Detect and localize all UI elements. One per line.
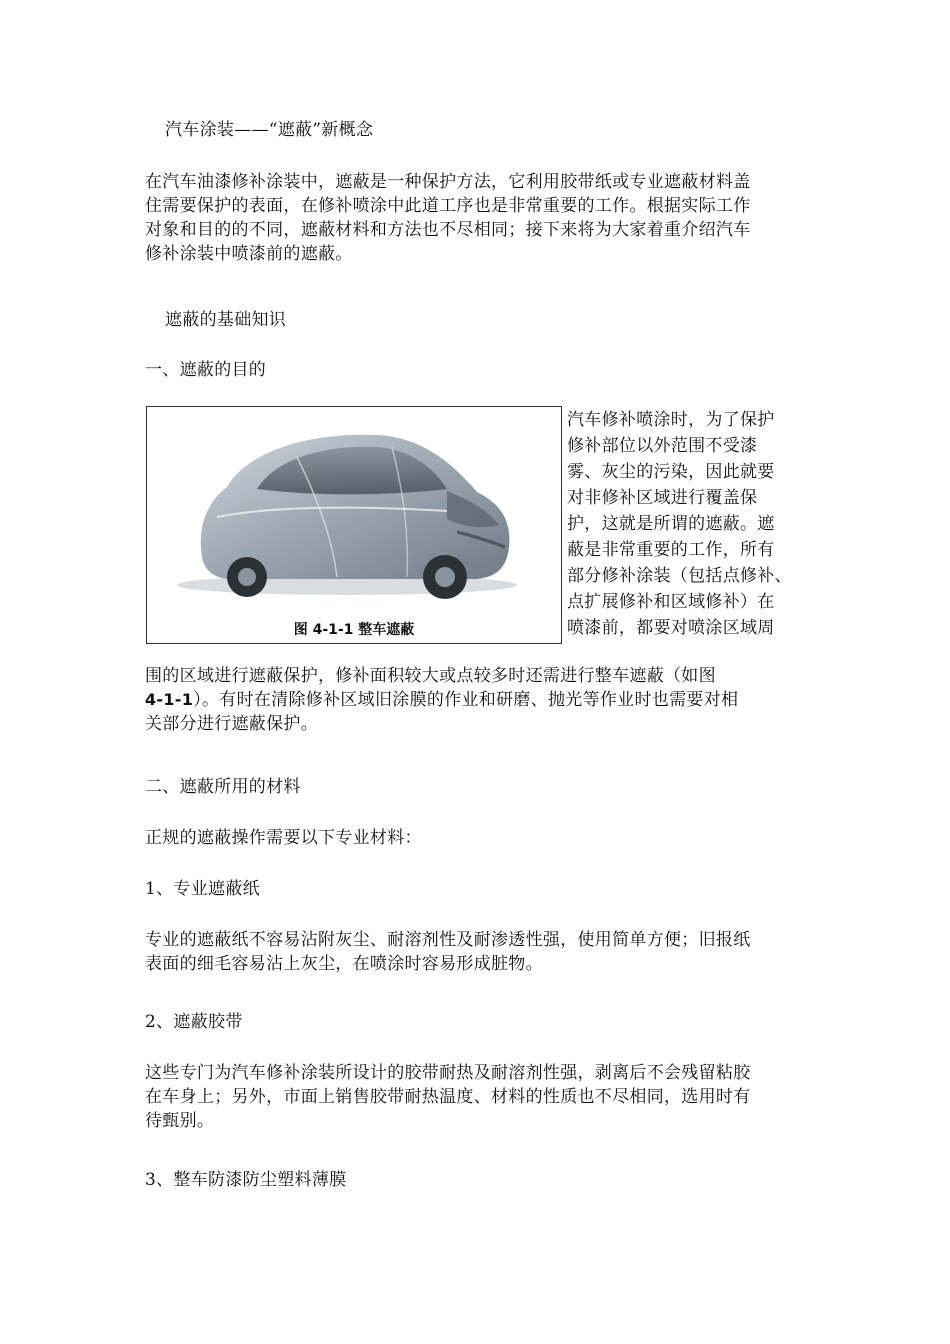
- materials-intro: 正规的遮蔽操作需要以下专业材料：: [145, 828, 422, 848]
- side-line: 点扩展修补和区域修补）在: [567, 592, 775, 612]
- purpose-line-rest: ）。有时在清除修补区域旧涂膜的作业和研磨、抛光等作业时也需要对相: [193, 690, 739, 710]
- heading-materials: 二、遮蔽所用的材料: [145, 777, 301, 797]
- item2-paragraph: [145, 1061, 825, 1133]
- side-line: 雾、灰尘的污染，因此就要: [567, 462, 775, 482]
- intro-line: 修补涂装中喷漆前的遮蔽。: [145, 244, 353, 264]
- intro-line: 在汽车油漆修补涂装中，遮蔽是一种保护方法，它利用胶带纸或专业遮蔽材料盖: [145, 172, 751, 192]
- intro-paragraph: [145, 170, 825, 266]
- purpose-continuation: [145, 664, 825, 736]
- document-title: 汽车涂装——“遮蔽”新概念: [165, 120, 374, 140]
- purpose-side-text: [567, 407, 827, 641]
- covered-car-illustration: [147, 407, 561, 643]
- item1-line: 专业的遮蔽纸不容易沾附灰尘、耐溶剂性及耐渗透性强，使用简单方便；旧报纸: [145, 930, 751, 950]
- item1-line: 表面的细毛容易沾上灰尘，在喷涂时容易形成脏物。: [145, 954, 543, 974]
- figure-reference: 4-1-1: [145, 690, 194, 709]
- purpose-line: 关部分进行遮蔽保护。: [145, 714, 318, 734]
- side-line: 喷漆前，都要对喷涂区域周: [567, 618, 775, 638]
- intro-line: 住需要保护的表面，在修补喷涂中此道工序也是非常重要的工作。根据实际工作: [145, 196, 751, 216]
- side-line: 蔽是非常重要的工作，所有: [567, 540, 775, 560]
- purpose-line: 围的区域进行遮蔽保护，修补面积较大或点较多时还需进行整车遮蔽（如图: [145, 666, 716, 686]
- side-line: 对非修补区域进行覆盖保: [567, 488, 758, 508]
- purpose-line: [145, 688, 825, 712]
- item1-title: 1、专业遮蔽纸: [145, 879, 260, 899]
- figure-caption: 图 4-1-1 整车遮蔽: [293, 622, 415, 638]
- figure-car-cover: [146, 406, 562, 644]
- side-line: 汽车修补喷涂时，为了保护: [567, 410, 775, 430]
- item2-line: 这些专门为汽车修补涂装所设计的胶带耐热及耐溶剂性强，剥离后不会残留粘胶: [145, 1063, 751, 1083]
- intro-line: 对象和目的的不同，遮蔽材料和方法也不尽相同；接下来将为大家着重介绍汽车: [145, 220, 751, 240]
- side-line: 护，这就是所谓的遮蔽。遮: [567, 514, 775, 534]
- item2-line: 待甄别。: [145, 1111, 215, 1131]
- heading-purpose: 一、遮蔽的目的: [145, 360, 267, 380]
- section-basic-heading: 遮蔽的基础知识: [165, 310, 287, 330]
- item1-paragraph: [145, 928, 825, 976]
- side-line: 修补部位以外范围不受漆: [567, 436, 758, 456]
- side-line: 部分修补涂装（包括点修补、: [567, 566, 792, 586]
- item3-title: 3、整车防漆防尘塑料薄膜: [145, 1170, 347, 1190]
- item2-line: 在车身上；另外，市面上销售胶带耐热温度、材料的性质也不尽相同，选用时有: [145, 1087, 751, 1107]
- item2-title: 2、遮蔽胶带: [145, 1012, 243, 1032]
